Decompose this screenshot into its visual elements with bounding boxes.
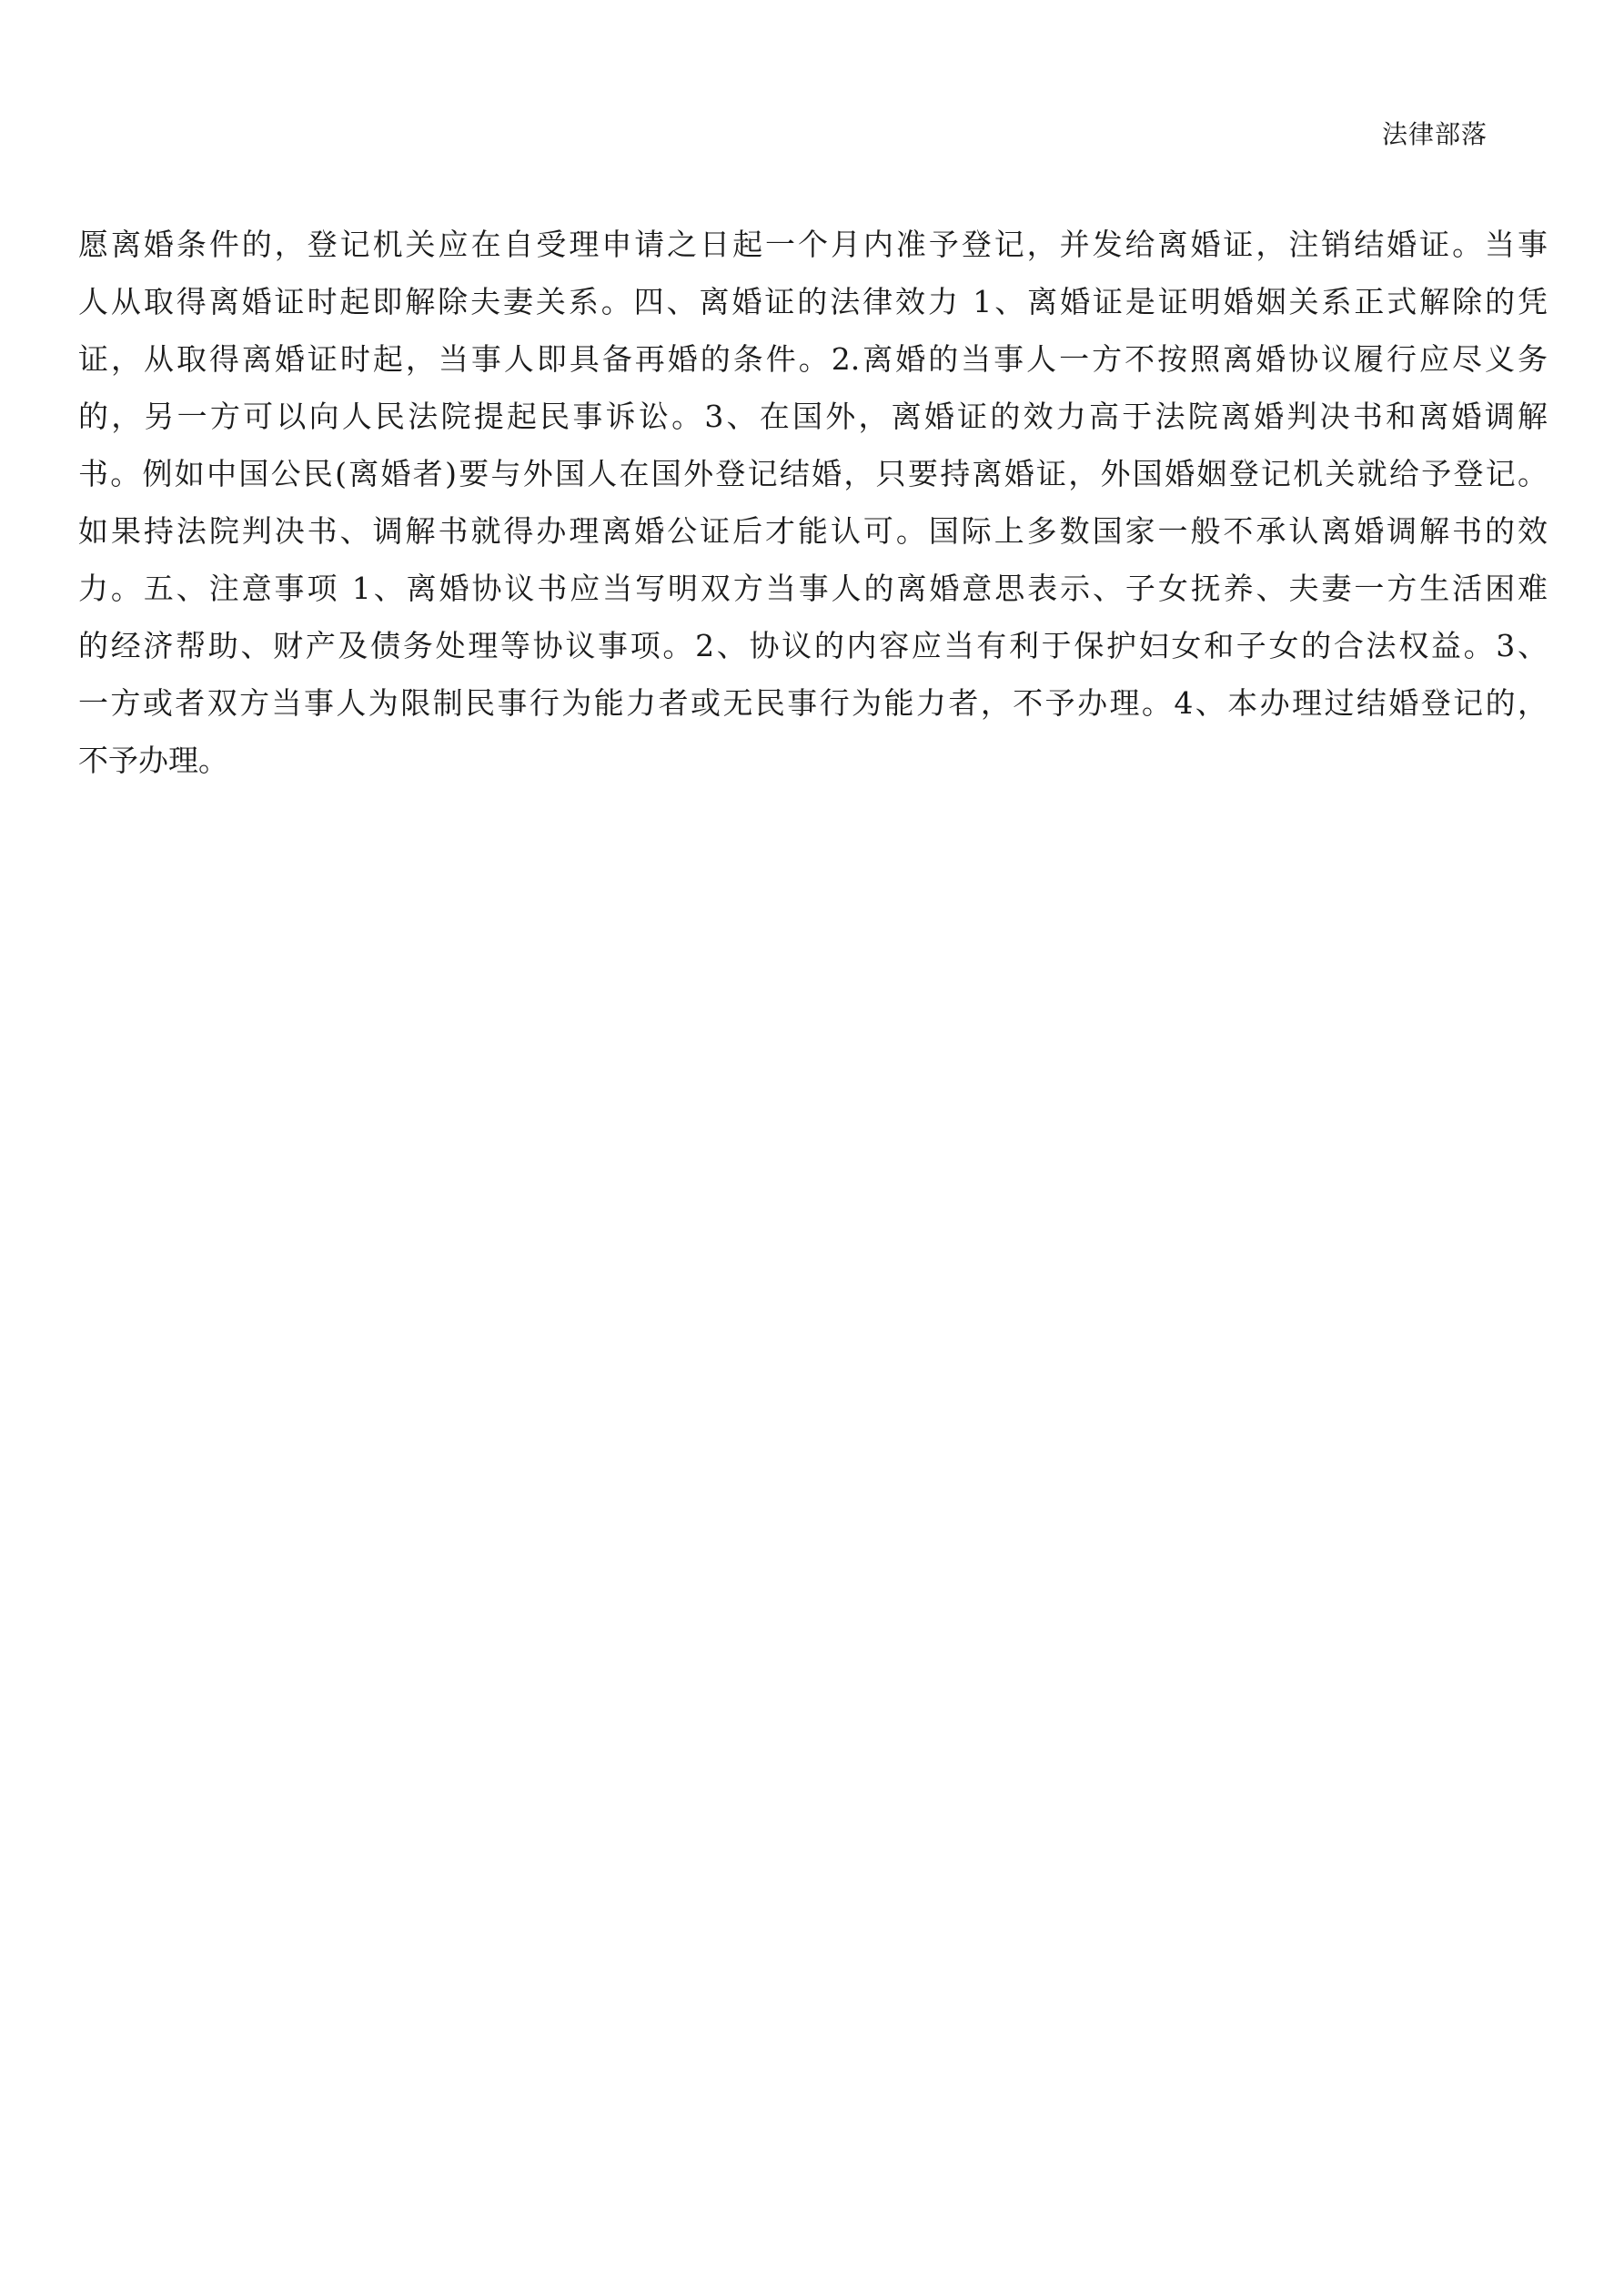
body-line: 如果持法院判决书、调解书就得办理离婚公证后才能认可。国际上多数国家一般不承认离婚调解书的效	[78, 513, 1548, 549]
body-line: 的，另一方可以向人民法院提起民事诉讼。3、在国外，离婚证的效力高于法院离婚判决书和离婚调解	[78, 399, 1548, 434]
body-line: 力。五、注意事项 1、离婚协议书应当写明双方当事人的离婚意思表示、子女抚养、夫妻一方生活困难	[78, 571, 1548, 606]
body-line: 人从取得离婚证时起即解除夫妻关系。四、离婚证的法律效力 1、离婚证是证明婚姻关系正式解除的凭	[78, 284, 1548, 319]
body-paragraph	[78, 216, 1548, 789]
body-line: 不予办理。	[78, 743, 228, 778]
body-line: 书。例如中国公民(离婚者)要与外国人在国外登记结婚，只要持离婚证，外国婚姻登记机关就给予登记。	[78, 456, 1548, 491]
body-line: 证，从取得离婚证时起，当事人即具备再婚的条件。2.离婚的当事人一方不按照离婚协议履行应尽义务	[78, 341, 1548, 377]
body-line: 一方或者双方当事人为限制民事行为能力者或无民事行为能力者，不予办理。4、本办理过结婚登记的，	[78, 685, 1548, 721]
header-source-label: 法律部落	[1381, 119, 1488, 149]
body-line: 愿离婚条件的，登记机关应在自受理申请之日起一个月内准予登记，并发给离婚证，注销结婚证。当事	[78, 227, 1548, 262]
body-line: 的经济帮助、财产及债务处理等协议事项。2、协议的内容应当有利于保护妇女和子女的合法权益。3、	[78, 628, 1548, 663]
